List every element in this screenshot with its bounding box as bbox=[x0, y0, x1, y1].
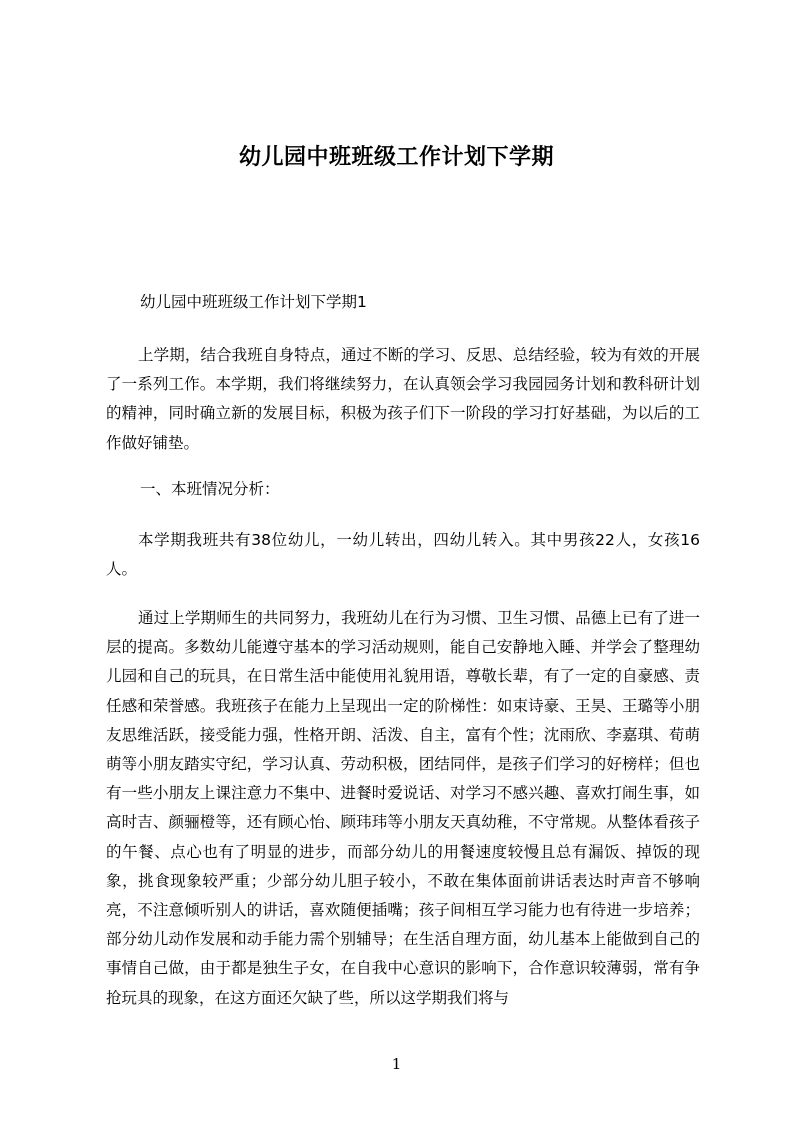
page-number: 1 bbox=[391, 1055, 402, 1073]
class-analysis-paragraph: 通过上学期师生的共同努力，我班幼儿在行为习惯、卫生习惯、品德上已有了进一层的提高。多数幼儿能遵守基本的学习活动规则，能自己安静地入睡、并学会了整理幼儿园和自己的玩具，在日常生活中能使用礼貌用语，尊敬长辈，有了一定的自豪感、责任感和荣誉感。我班孩子在能力上呈现出一定的阶梯性：如束诗豪、王昊、王璐等小朋友思维活跃，接受能力强，性格开朗、活泼、自主，富有个性；沈雨欣、李嘉琪、荀萌萌等小朋友踏实守纪，学习认真、劳动积极，团结同伴，是孩子们学习的好榜样；但也有一些小朋友上课注意力不集中、进餐时爱说话、对学习不感兴趣、喜欢打闹生事，如高时吉、颜骊橙等，还有顾心怡、顾玮玮等小朋友天真幼稚，不守常规。从整体看孩子的午餐、点心也有了明显的进步，而部分幼儿的用餐速度较慢且总有漏饭、掉饭的现象，挑食现象较严重；少部分幼儿胆子较小，不敢在集体面前讲话表达时声音不够响亮，不注意倾听别人的讲话，喜欢随便插嘴；孩子间相互学习能力也有待进一步培养；部分幼儿动作发展和动手能力需个别辅导；在生活自理方面，幼儿基本上能做到自己的事情自己做，由于都是独生子女，在自我中心意识的影响下，合作意识较薄弱，常有争抢玩具的现象，在这方面还欠缺了些，所以这学期我们将与 bbox=[106, 609, 700, 1007]
page-title: 幼儿园中班班级工作计划下学期 bbox=[238, 145, 554, 170]
document-subtitle: 幼儿园中班班级工作计划下学期1 bbox=[140, 293, 367, 311]
intro-paragraph: 上学期，结合我班自身特点，通过不断的学习、反思、总结经验，较为有效的开展了一系列工作。本学期，我们将继续努力，在认真领会学习我园园务计划和教科研计划的精神，同时确立新的发展目标，积极为孩子们下一阶段的学习打好基础，为以后的工作做好铺垫。 bbox=[106, 346, 700, 452]
class-size-paragraph: 本学期我班共有38位幼儿，一幼儿转出，四幼儿转入。其中男孩22人，女孩16人。 bbox=[106, 531, 700, 579]
section-heading: 一、本班情况分析： bbox=[140, 480, 280, 498]
